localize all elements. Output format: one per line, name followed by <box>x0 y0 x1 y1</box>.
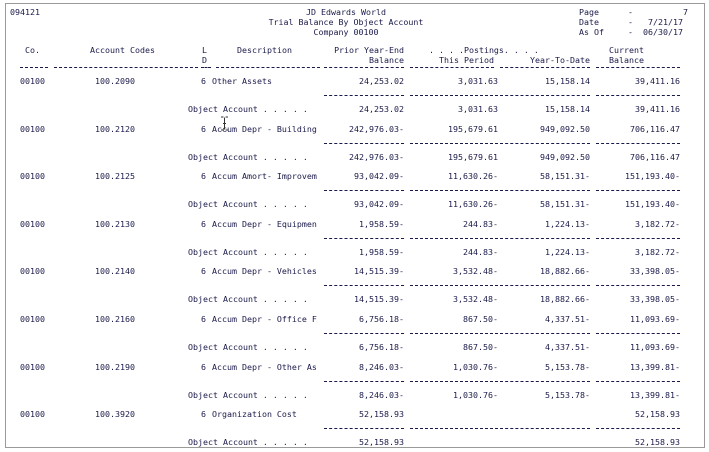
row-current-balance: 3,182.72- <box>635 219 680 229</box>
subtotal-rule <box>500 238 590 239</box>
row-ld: 6 <box>201 76 206 86</box>
row-ld: 6 <box>201 409 206 419</box>
row-ld: 6 <box>201 219 206 229</box>
row-description: Accum Depr - Office F <box>212 314 317 324</box>
row-prior-balance: 6,756.18- <box>359 314 404 324</box>
header-rule <box>410 67 494 68</box>
subtotal-year-to-date: 1,224.13- <box>545 247 590 257</box>
row-account-code: 100.2090 <box>95 76 135 86</box>
subtotal-current-balance: 11,093.69- <box>630 342 680 352</box>
header-rule <box>500 67 590 68</box>
col-co: Co. <box>25 45 40 55</box>
object-account-subtotal-label: Object Account . . . . . <box>188 342 308 352</box>
subtotal-rule <box>410 143 498 144</box>
subtotal-rule <box>410 238 498 239</box>
subtotal-prior-balance: 14,515.39- <box>354 294 404 304</box>
col-current-l1: Current <box>609 45 644 55</box>
asof-label: As Of <box>579 27 604 37</box>
row-account-code: 100.2130 <box>95 219 135 229</box>
text-cursor-icon <box>220 116 229 131</box>
subtotal-rule <box>500 190 590 191</box>
object-account-subtotal-label: Object Account . . . . . <box>188 104 308 114</box>
date-label: Date <box>579 17 599 27</box>
row-this-period: 195,679.61 <box>448 124 498 134</box>
row-prior-balance: 93,042.09- <box>354 171 404 181</box>
row-current-balance: 706,116.47 <box>630 124 680 134</box>
col-account-codes: Account Codes <box>90 45 155 55</box>
subtotal-current-balance: 52,158.93 <box>635 437 680 447</box>
subtotal-year-to-date: 949,092.50 <box>540 152 590 162</box>
col-ytd: Year-To-Date <box>530 55 590 65</box>
row-prior-balance: 1,958.59- <box>359 219 404 229</box>
row-description: Accum Depr - Building <box>212 124 317 134</box>
subtotal-rule <box>500 143 590 144</box>
row-current-balance: 52,158.93 <box>635 409 680 419</box>
row-ld: 6 <box>201 124 206 134</box>
report-viewer <box>5 3 705 448</box>
col-postings-header: . . . .Postings. . . . <box>429 45 539 55</box>
subtotal-prior-balance: 6,756.18- <box>359 342 404 352</box>
subtotal-rule <box>596 238 680 239</box>
subtotal-current-balance: 33,398.05- <box>630 294 680 304</box>
subtotal-rule <box>324 333 404 334</box>
object-account-subtotal-label: Object Account . . . . . <box>188 437 308 447</box>
subtotal-this-period: 244.83- <box>463 247 498 257</box>
subtotal-rule <box>324 428 404 429</box>
row-account-code: 100.2160 <box>95 314 135 324</box>
row-current-balance: 151,193.40- <box>625 171 680 181</box>
row-current-balance: 13,399.81- <box>630 362 680 372</box>
header-rule <box>596 67 680 68</box>
col-prior-l1: Prior Year-End <box>334 45 404 55</box>
row-current-balance: 11,093.69- <box>630 314 680 324</box>
subtotal-rule <box>410 190 498 191</box>
subtotal-prior-balance: 52,158.93 <box>359 437 404 447</box>
subtotal-rule <box>324 190 404 191</box>
object-account-subtotal-label: Object Account . . . . . <box>188 152 308 162</box>
subtotal-rule <box>324 381 404 382</box>
row-company: 00100 <box>20 314 45 324</box>
subtotal-prior-balance: 24,253.02 <box>359 104 404 114</box>
subtotal-current-balance: 3,182.72- <box>635 247 680 257</box>
subtotal-this-period: 11,630.26- <box>448 199 498 209</box>
row-description: Accum Amort- Improvem <box>212 171 317 181</box>
subtotal-rule <box>324 95 404 96</box>
report-id: 094121 <box>10 7 40 17</box>
subtotal-rule <box>500 428 590 429</box>
row-prior-balance: 8,246.03- <box>359 362 404 372</box>
row-description: Accum Depr - Other As <box>212 362 317 372</box>
row-description: Organization Cost <box>212 409 297 419</box>
row-year-to-date: 18,882.66- <box>540 266 590 276</box>
row-ld: 6 <box>201 362 206 372</box>
object-account-subtotal-label: Object Account . . . . . <box>188 390 308 400</box>
row-company: 00100 <box>20 409 45 419</box>
subtotal-year-to-date: 15,158.14 <box>545 104 590 114</box>
row-account-code: 100.3920 <box>95 409 135 419</box>
object-account-subtotal-label: Object Account . . . . . <box>188 294 308 304</box>
row-company: 00100 <box>20 124 45 134</box>
row-this-period: 1,030.76- <box>453 362 498 372</box>
row-account-code: 100.2125 <box>95 171 135 181</box>
subtotal-rule <box>410 381 498 382</box>
header-rule <box>216 67 320 68</box>
col-current-l2: Balance <box>609 55 644 65</box>
row-prior-balance: 242,976.03- <box>349 124 404 134</box>
subtotal-rule <box>500 333 590 334</box>
subtotal-prior-balance: 8,246.03- <box>359 390 404 400</box>
subtotal-rule <box>500 285 590 286</box>
row-ld: 6 <box>201 266 206 276</box>
date-value: - 7/21/17 <box>628 17 683 27</box>
row-current-balance: 33,398.05- <box>630 266 680 276</box>
subtotal-rule <box>596 333 680 334</box>
report-title: Trial Balance By Object Account <box>268 17 424 27</box>
object-account-subtotal-label: Object Account . . . . . <box>188 247 308 257</box>
company-name: JD Edwards World <box>306 7 386 17</box>
header-rule <box>20 67 48 68</box>
row-this-period: 3,532.48- <box>453 266 498 276</box>
subtotal-year-to-date: 18,882.66- <box>540 294 590 304</box>
subtotal-rule <box>596 143 680 144</box>
row-account-code: 100.2140 <box>95 266 135 276</box>
subtotal-prior-balance: 1,958.59- <box>359 247 404 257</box>
row-description: Accum Depr - Vehicles <box>212 266 317 276</box>
subtotal-rule <box>410 333 498 334</box>
row-ld: 6 <box>201 171 206 181</box>
row-this-period: 244.83- <box>463 219 498 229</box>
subtotal-current-balance: 706,116.47 <box>630 152 680 162</box>
subtotal-rule <box>410 95 498 96</box>
subtotal-rule <box>500 95 590 96</box>
header-rule <box>201 67 211 68</box>
row-company: 00100 <box>20 219 45 229</box>
row-this-period: 11,630.26- <box>448 171 498 181</box>
subtotal-year-to-date: 4,337.51- <box>545 342 590 352</box>
row-prior-balance: 52,158.93 <box>359 409 404 419</box>
subtotal-current-balance: 151,193.40- <box>625 199 680 209</box>
page-value: - 7 <box>628 7 688 17</box>
subtotal-this-period: 867.50- <box>463 342 498 352</box>
page-label: Page <box>579 7 599 17</box>
row-description: Other Assets <box>212 76 272 86</box>
row-prior-balance: 14,515.39- <box>354 266 404 276</box>
header-rule <box>324 67 404 68</box>
col-ld-l: L <box>202 45 207 55</box>
asof-value: - 06/30/17 <box>628 27 683 37</box>
subtotal-this-period: 1,030.76- <box>453 390 498 400</box>
subtotal-this-period: 3,532.48- <box>453 294 498 304</box>
row-ld: 6 <box>201 314 206 324</box>
subtotal-year-to-date: 58,151.31- <box>540 199 590 209</box>
row-year-to-date: 5,153.78- <box>545 362 590 372</box>
row-year-to-date: 58,151.31- <box>540 171 590 181</box>
subtotal-rule <box>596 381 680 382</box>
company-line: Company 00100 <box>313 27 379 37</box>
col-this-period: This Period <box>439 55 494 65</box>
subtotal-rule <box>596 190 680 191</box>
row-year-to-date: 4,337.51- <box>545 314 590 324</box>
row-account-code: 100.2190 <box>95 362 135 372</box>
subtotal-rule <box>324 143 404 144</box>
subtotal-this-period: 3,031.63 <box>458 104 498 114</box>
row-prior-balance: 24,253.02 <box>359 76 404 86</box>
subtotal-rule <box>324 238 404 239</box>
col-ld-d: D <box>202 55 207 65</box>
row-year-to-date: 15,158.14 <box>545 76 590 86</box>
header-rule <box>54 67 198 68</box>
row-current-balance: 39,411.16 <box>635 76 680 86</box>
subtotal-current-balance: 13,399.81- <box>630 390 680 400</box>
subtotal-rule <box>410 285 498 286</box>
row-account-code: 100.2120 <box>95 124 135 134</box>
subtotal-current-balance: 39,411.16 <box>635 104 680 114</box>
row-description: Accum Depr - Equipmen <box>212 219 317 229</box>
subtotal-rule <box>596 428 680 429</box>
col-prior-l2: Balance <box>369 55 404 65</box>
subtotal-prior-balance: 242,976.03- <box>349 152 404 162</box>
row-company: 00100 <box>20 171 45 181</box>
row-year-to-date: 949,092.50 <box>540 124 590 134</box>
row-company: 00100 <box>20 266 45 276</box>
object-account-subtotal-label: Object Account . . . . . <box>188 199 308 209</box>
subtotal-rule <box>596 95 680 96</box>
row-this-period: 3,031.63 <box>458 76 498 86</box>
subtotal-prior-balance: 93,042.09- <box>354 199 404 209</box>
row-this-period: 867.50- <box>463 314 498 324</box>
subtotal-rule <box>410 428 498 429</box>
row-year-to-date: 1,224.13- <box>545 219 590 229</box>
col-description: Description <box>237 45 292 55</box>
subtotal-rule <box>596 285 680 286</box>
subtotal-rule <box>500 381 590 382</box>
row-company: 00100 <box>20 362 45 372</box>
subtotal-year-to-date: 5,153.78- <box>545 390 590 400</box>
subtotal-this-period: 195,679.61 <box>448 152 498 162</box>
subtotal-rule <box>324 285 404 286</box>
row-company: 00100 <box>20 76 45 86</box>
